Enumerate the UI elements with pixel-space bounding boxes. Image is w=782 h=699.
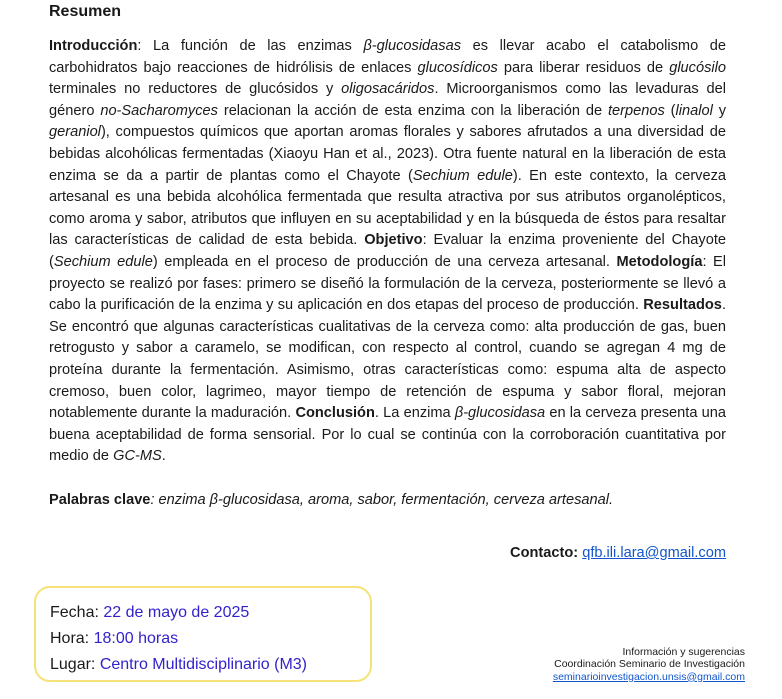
abstract-text: relacionan la acción de esta enzima con la liberación de (217, 102, 608, 119)
keywords-label: Palabras clave (49, 492, 151, 508)
methodology-label: Metodología (616, 253, 703, 270)
abstract-text: : Evaluar la enzima proveniente del Chayote ( (49, 232, 726, 270)
abstract-term: β-glucosidasas (363, 38, 462, 54)
abstract-term: glucosídicos (417, 59, 498, 76)
abstract-term: β-glucosidasa (454, 405, 546, 422)
objective-label: Objetivo (364, 232, 423, 249)
time-label: Hora: (50, 630, 90, 647)
contact-line (510, 545, 726, 561)
abstract-term: terpenos (607, 102, 665, 119)
info-line-1: Información y sugerencias (622, 646, 745, 658)
intro-label: Introducción (49, 38, 138, 54)
abstract-text: . Microorganismos como las levaduras del género (49, 81, 726, 119)
abstract-term: linalol (675, 102, 713, 119)
keywords-separator: : (150, 492, 159, 508)
abstract-text: en la cerveza presenta una buena aceptabilidad de forma sensorial. Por lo cual se continúa con la corroboración cuantitativa por medio de (49, 405, 727, 465)
abstract-text: ( (664, 102, 676, 119)
abstract-term: GC-MS (113, 448, 162, 465)
abstract-text: y (712, 102, 727, 119)
section-title: Resumen (49, 3, 122, 20)
info-line-2: Coordinación Seminario de Investigación (554, 658, 745, 671)
date-value: 22 de mayo de 2025 (103, 604, 250, 621)
abstract-term: oligosacáridos (341, 81, 435, 98)
abstract-text: : El proyecto se realizó por fases: primero se diseñó la formulación de la cerveza, posteriormente se llevó a cabo la purificación de la enzima y su aplicación en dos etapas del proceso de producción. (49, 253, 726, 314)
abstract-text: . Se encontró que algunas características cualitativas de la cerveza como: alta producción de gas, buen retrogusto y sabor a caramelo, se modifican, con respecto al control, cuando se agregan 4 mg de proteína durante la fermentación. Asimismo, otras características como: espuma alta de aspecto cremoso, buen color, lagrimeo, mayor tiempo de retención de espuma y sabor floral, mejoran notablemente durante la maduración. (49, 297, 726, 422)
keywords-line (49, 490, 726, 512)
abstract-text: es llevar acabo el catabolismo de carbohidratos bajo reacciones de hidrólisis de enlaces (49, 38, 727, 76)
abstract-term: Sechium edule (53, 253, 153, 270)
event-date (50, 600, 370, 626)
abstract-text: ). En este contexto, la cerveza artesanal es una bebida alcohólica fermentada que resulta atractiva por sus atributos organolépticos, como aroma y sabor, atributos que influyen en su aceptabilidad y en la búsqueda de éstos para resaltar las características de calidad de esta bebida. (49, 167, 727, 249)
abstract-text: terminales no reductores de glucósidos y (49, 81, 342, 98)
info-footer (553, 646, 745, 683)
event-place (50, 652, 370, 678)
conclusion-label: Conclusión (295, 405, 375, 422)
results-label: Resultados (643, 297, 722, 314)
keywords-text: enzima β-glucosidasa, aroma, sabor, fermentación, cerveza artesanal. (158, 492, 614, 508)
abstract-paragraph (49, 36, 726, 468)
date-label: Fecha: (50, 604, 99, 621)
place-value: Centro Multidisciplinario (M3) (99, 656, 307, 673)
event-time (50, 626, 370, 652)
contact-email-link[interactable]: qfb.ili.lara@gmail.com (582, 545, 726, 561)
abstract-text: . La enzima (374, 405, 455, 422)
info-email-link[interactable]: seminarioinvestigacion.unsis@gmail.com (552, 670, 745, 683)
abstract-term: Sechium edule (412, 167, 513, 184)
abstract-text: : La función de las enzimas (137, 38, 364, 54)
abstract-text: para liberar residuos de (497, 59, 670, 76)
abstract-text: . (161, 448, 166, 465)
abstract-term: geraniol (49, 124, 101, 141)
abstract-term: no-Sacharomyces (100, 102, 218, 119)
time-value: 18:00 horas (93, 630, 179, 647)
place-label: Lugar: (50, 656, 96, 673)
abstract-text: ) empleada en el proceso de producción de una cerveza artesanal. (152, 253, 617, 270)
abstract-term: glucósilo (669, 59, 726, 76)
contact-label: Contacto: (510, 545, 579, 561)
abstract-text: ), compuestos químicos que aportan aromas florales y sabores afrutados a una diversidad de bebidas alcohólicas fermentadas (Xiaoyu Han et al., 2023). Otra fuente natural en la liberación de esta enzima se da a partir de plantas como el Chayote ( (49, 124, 726, 184)
event-details-box (34, 586, 372, 682)
